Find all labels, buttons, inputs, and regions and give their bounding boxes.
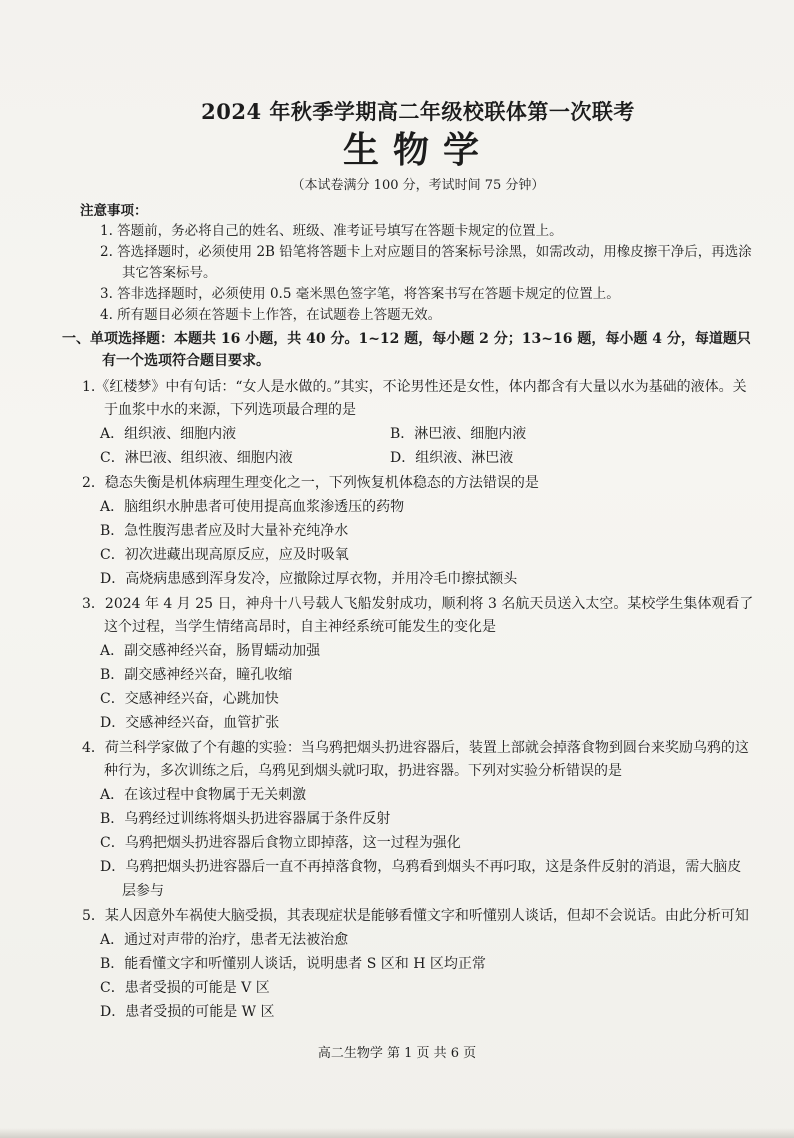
option-a: A．脑组织水肿患者可使用提高血浆渗透压的药物	[100, 499, 405, 515]
option-d: D．组织液、淋巴液	[390, 450, 514, 466]
option-a: A．副交感神经兴奋，肠胃蠕动加强	[100, 643, 321, 659]
options-list	[82, 639, 754, 735]
option-d: D．患者受损的可能是 W 区	[100, 1004, 275, 1020]
option-c: C．患者受损的可能是 V 区	[100, 980, 270, 996]
option-c: C．初次进藏出现高原反应，应及时吸氧	[100, 547, 349, 563]
exam-title: 2024 年秋季学期高二年级校联体第一次联考	[201, 99, 635, 124]
question-stem: 1.《红楼梦》中有句话：“女人是水做的。”其实，不论男性还是女性，体内都含有大量以水为基础的液体。关于血浆中水的来源，下列选项最合理的是	[82, 379, 747, 418]
option-c: C．交感神经兴奋，心跳加快	[100, 691, 279, 707]
option-b: B．能看懂文字和听懂别人谈话，说明患者 S 区和 H 区均正常	[100, 956, 486, 972]
note-item: 2. 答选择题时，必须使用 2B 铅笔将答题卡上对应题目的答案标号涂黑，如需改动，用橡皮擦干净后，再选涂其它答案标号。	[100, 244, 752, 281]
question-stem: 3．2024 年 4 月 25 日，神舟十八号载人飞船发射成功，顺利将 3 名航天员送入太空。某校学生集体观看了这个过程，当学生情绪高昂时，自主神经系统可能发生的变化是	[82, 596, 754, 635]
question-4	[82, 737, 754, 903]
notes-heading: 注意事项：	[80, 203, 148, 219]
options-list	[82, 495, 754, 591]
options-list	[82, 928, 754, 1024]
option-d: D．高烧病患感到浑身发冷，应撤除过厚衣物，并用冷毛巾擦拭额头	[100, 571, 518, 587]
subject-title: 生物学	[342, 129, 493, 171]
option-c: C．乌鸦把烟头扔进容器后食物立即掉落，这一过程为强化	[100, 835, 461, 851]
option-b: B．急性腹泻患者应及时大量补充纯净水	[100, 523, 349, 539]
option-b: B．淋巴液、细胞内液	[390, 426, 527, 442]
option-b: B．副交感神经兴奋，瞳孔收缩	[100, 667, 293, 683]
question-3	[82, 593, 754, 735]
section-heading: 一、单项选择题：本题共 16 小题，共 40 分。1~12 题，每小题 2 分；13~16 题，每小题 4 分，每道题只有一个选项符合题目要求。	[62, 331, 751, 369]
option-d: D．交感神经兴奋，血管扩张	[100, 715, 280, 731]
note-item: 4. 所有题目必须在答题卡上作答，在试题卷上答题无效。	[100, 307, 442, 323]
page-footer: 高二生物学 第 1 页 共 6 页	[317, 1046, 477, 1061]
option-b: B．乌鸦经过训练将烟头扔进容器属于条件反射	[100, 811, 391, 827]
note-item: 3. 答非选择题时，必须使用 0.5 毫米黑色签字笔，将答案书写在答题卡规定的位置上。	[100, 286, 620, 302]
question-2	[82, 472, 754, 591]
option-a: A．组织液、细胞内液	[100, 426, 237, 442]
notes-list	[82, 221, 754, 326]
options-list	[82, 422, 754, 470]
option-a: A．通过对声带的治疗，患者无法被治愈	[100, 932, 349, 948]
option-c: C．淋巴液、组织液、细胞内液	[100, 450, 293, 466]
option-d: D．乌鸦把烟头扔进容器后一直不再掉落食物，乌鸦看到烟头不再叼取，这是条件反射的消退，需大脑皮层参与	[100, 859, 742, 899]
question-stem: 4．荷兰科学家做了个有趣的实验：当乌鸦把烟头扔进容器后，装置上部就会掉落食物到圆台来奖励乌鸦的这种行为，多次训练之后，乌鸦见到烟头就叼取，扔进容器。下列对实验分析错误的是	[82, 740, 749, 779]
question-5	[82, 905, 754, 1024]
question-stem: 5．某人因意外车祸使大脑受损，其表现症状是能够看懂文字和听懂别人谈话，但却不会说话。由此分析可知	[82, 908, 749, 924]
note-item: 1. 答题前，务必将自己的姓名、班级、准考证号填写在答题卡规定的位置上。	[100, 223, 563, 239]
options-list	[82, 783, 754, 903]
question-1	[82, 376, 754, 470]
option-a: A．在该过程中食物属于无关刺激	[100, 787, 307, 803]
question-stem: 2．稳态失衡是机体病理生理变化之一，下列恢复机体稳态的方法错误的是	[82, 475, 539, 491]
exam-info: （本试卷满分 100 分，考试时间 75 分钟）	[291, 178, 545, 193]
